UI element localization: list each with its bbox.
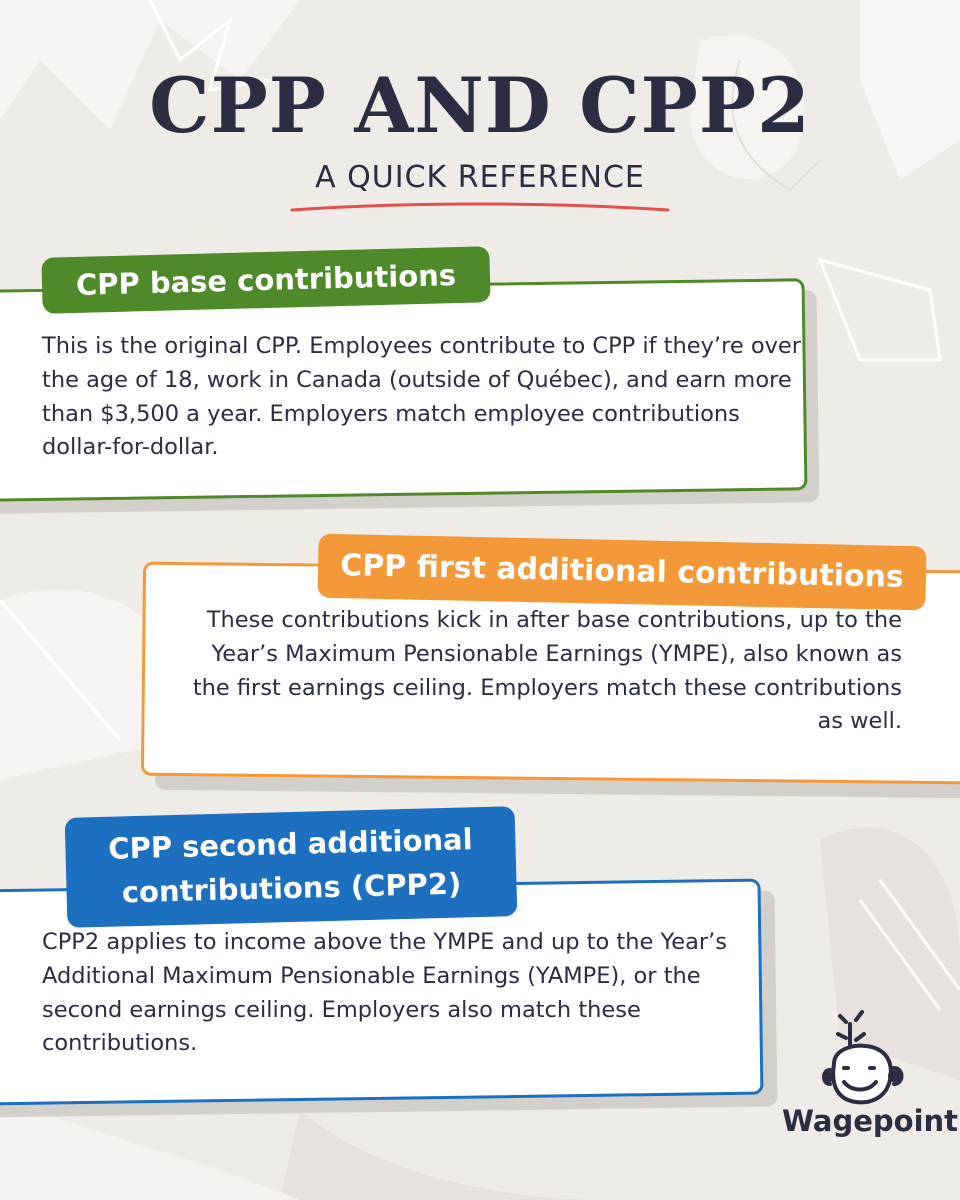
first-additional-text: These contributions kick in after base contributions, up to the Year’s Maximum Pensionable Earnings (YMPE), also known as the first earnings ceiling. Employers match these contributions as well. xyxy=(192,607,902,735)
base-contributions-tag: CPP base contributions xyxy=(41,246,490,314)
second-additional-text: CPP2 applies to income above the YMPE and up to the Year’s Additional Maximum Pensionable Earnings (YAMPE), or the second earnings ceiling. Employers also match these contributions. xyxy=(42,929,728,1057)
first-additional-tag: CPP first additional contributions xyxy=(317,534,926,611)
page-subtitle: A QUICK REFERENCE xyxy=(315,160,645,195)
page-title: CPP AND CPP2 xyxy=(149,61,811,150)
base-contributions-text: This is the original CPP. Employees contribute to CPP if they’re over the age of 18, work in Canada (outside of Québec), and earn more than $3,500 a year. Employers match employee contributions dollar-for-dollar. xyxy=(42,333,802,461)
second-additional-tag: CPP second additional contributions (CPP2) xyxy=(65,806,518,928)
brand-name: Wagepoint xyxy=(781,1104,959,1138)
subtitle-underline xyxy=(288,198,672,216)
